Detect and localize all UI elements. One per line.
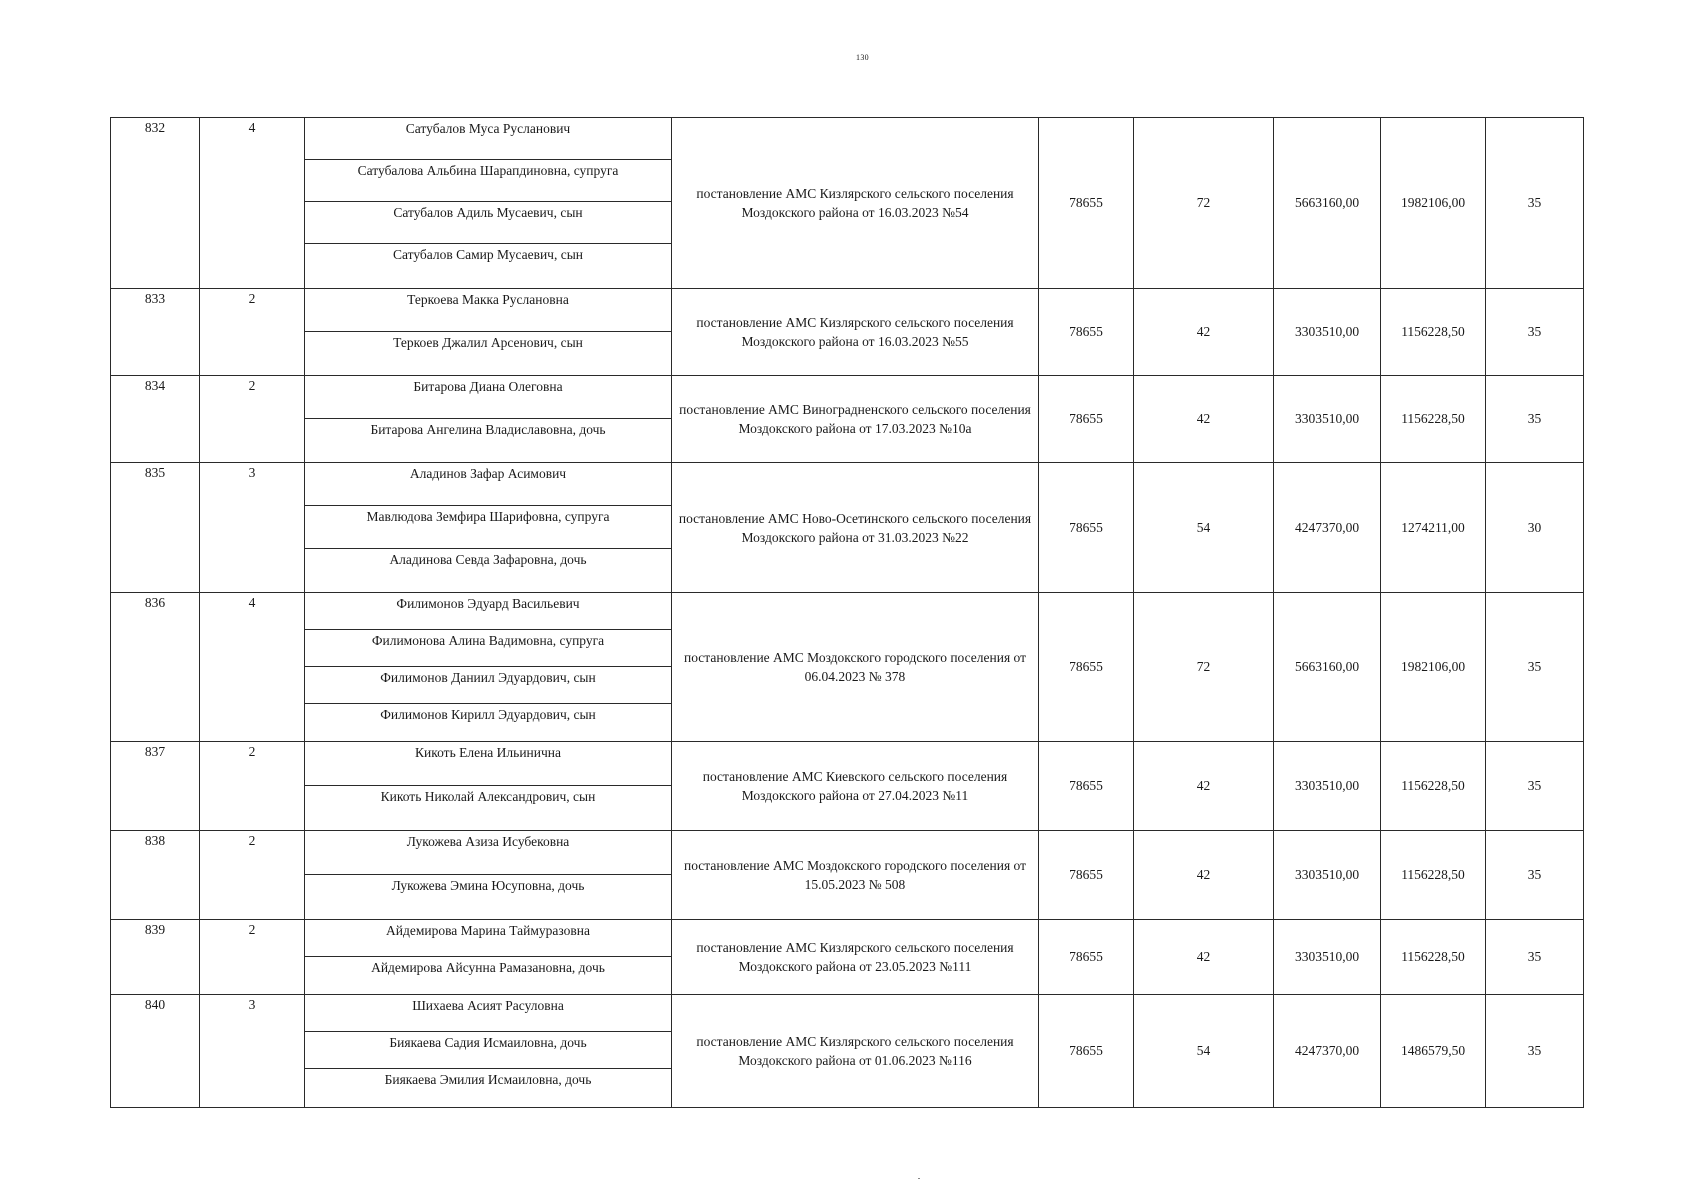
family-member: Битарова Ангелина Владиславовна, дочь xyxy=(370,422,606,437)
family-members-cell xyxy=(305,593,672,742)
row-number: 840 xyxy=(111,995,200,1108)
family-member: Сатубалов Самир Мусаевич, сын xyxy=(392,247,584,262)
family-members-cell xyxy=(305,831,672,920)
family-size: 4 xyxy=(200,118,305,289)
decree-text: постановление АМС Киевского сельского поселения Моздокского района от 27.04.2023 №11 xyxy=(702,769,1008,803)
decree-text: постановление АМС Виноградненского сельского поселения Моздокского района от 17.03.2023 №10а xyxy=(679,402,1031,436)
family-members-cell xyxy=(305,995,672,1108)
decree-text: постановление АМС Кизлярского сельского поселения Моздокского района от 23.05.2023 №111 xyxy=(696,940,1014,974)
payment-cell: 1156228,50 xyxy=(1381,831,1486,920)
family-member: Айдемирова Айсунна Рамазановна, дочь xyxy=(371,960,605,975)
total-cost-cell: 3303510,00 xyxy=(1274,742,1381,831)
family-member: Сатубалова Альбина Шарапдиновна, супруга xyxy=(305,160,671,202)
family-member: Лукожева Эмина Юсуповна, дочь xyxy=(391,878,585,893)
family-member: Филимонова Алина Вадимовна, супруга xyxy=(305,630,671,667)
family-member: Биякаева Эмилия Исмаиловна, дочь xyxy=(384,1072,592,1087)
family-member: Филимонов Даниил Эдуардович, сын xyxy=(305,667,671,704)
family-size: 4 xyxy=(200,593,305,742)
registry-table xyxy=(110,117,1584,1108)
row-number: 839 xyxy=(111,920,200,995)
payment-cell: 1156228,50 xyxy=(1381,742,1486,831)
cost-norm-cell: 78655 xyxy=(1039,376,1134,463)
family-member: Филимонов Кирилл Эдуардович, сын xyxy=(380,707,596,722)
row-number: 834 xyxy=(111,376,200,463)
family-member: Биякаева Садия Исмаиловна, дочь xyxy=(305,1032,671,1069)
family-member: Айдемирова Марина Таймуразовна xyxy=(305,920,671,957)
decree-cell xyxy=(672,289,1039,376)
area-cell: 42 xyxy=(1134,376,1274,463)
family-members-cell xyxy=(305,376,672,463)
table-row xyxy=(111,118,1584,289)
family-size: 3 xyxy=(200,463,305,593)
area-cell: 54 xyxy=(1134,463,1274,593)
family-members-cell xyxy=(305,742,672,831)
family-member: Сатубалов Адиль Мусаевич, сын xyxy=(305,202,671,244)
decree-text: постановление АМС Кизлярского сельского поселения Моздокского района от 01.06.2023 №116 xyxy=(696,1034,1014,1068)
payment-cell: 1156228,50 xyxy=(1381,289,1486,376)
cost-norm-cell: 78655 xyxy=(1039,995,1134,1108)
table-row xyxy=(111,593,1584,742)
total-cost-cell: 5663160,00 xyxy=(1274,593,1381,742)
payment-cell: 1982106,00 xyxy=(1381,118,1486,289)
page-number: 130 xyxy=(856,53,869,62)
family-member: Аладинова Севда Зафаровна, дочь xyxy=(389,552,587,567)
cost-norm-cell: 78655 xyxy=(1039,831,1134,920)
payment-cell: 1156228,50 xyxy=(1381,920,1486,995)
decree-cell xyxy=(672,463,1039,593)
decree-cell xyxy=(672,831,1039,920)
family-size: 2 xyxy=(200,831,305,920)
row-number: 832 xyxy=(111,118,200,289)
area-cell: 42 xyxy=(1134,920,1274,995)
row-number: 833 xyxy=(111,289,200,376)
total-cost-cell: 4247370,00 xyxy=(1274,995,1381,1108)
decree-text: постановление АМС Моздокского городского поселения от 15.05.2023 № 508 xyxy=(683,858,1027,892)
total-cost-cell: 3303510,00 xyxy=(1274,376,1381,463)
payment-cell: 1982106,00 xyxy=(1381,593,1486,742)
family-member: Битарова Диана Олеговна xyxy=(305,376,671,419)
table-row xyxy=(111,995,1584,1108)
percent-cell: 35 xyxy=(1486,831,1584,920)
area-cell: 72 xyxy=(1134,118,1274,289)
family-members-cell xyxy=(305,920,672,995)
total-cost-cell: 4247370,00 xyxy=(1274,463,1381,593)
table-row xyxy=(111,742,1584,831)
percent-cell: 35 xyxy=(1486,289,1584,376)
decree-cell xyxy=(672,376,1039,463)
family-member: Кикоть Елена Ильинична xyxy=(305,742,671,786)
family-size: 2 xyxy=(200,289,305,376)
family-member: Шихаева Асият Расуловна xyxy=(305,995,671,1032)
cost-norm-cell: 78655 xyxy=(1039,920,1134,995)
decree-text: постановление АМС Кизлярского сельского поселения Моздокского района от 16.03.2023 №55 xyxy=(696,315,1014,349)
family-members-cell xyxy=(305,463,672,593)
family-members-cell xyxy=(305,118,672,289)
total-cost-cell: 3303510,00 xyxy=(1274,920,1381,995)
family-size: 2 xyxy=(200,376,305,463)
table-row xyxy=(111,463,1584,593)
percent-cell: 35 xyxy=(1486,995,1584,1108)
percent-cell: 35 xyxy=(1486,920,1584,995)
family-members-cell xyxy=(305,289,672,376)
family-member: Аладинов Зафар Асимович xyxy=(305,463,671,506)
family-member: Лукожева Азиза Исубековна xyxy=(305,831,671,875)
family-member: Сатубалов Муса Русланович xyxy=(305,118,671,160)
family-member: Филимонов Эдуард Васильевич xyxy=(305,593,671,630)
cost-norm-cell: 78655 xyxy=(1039,118,1134,289)
decree-cell xyxy=(672,742,1039,831)
family-member: Мавлюдова Земфира Шарифовна, супруга xyxy=(305,506,671,549)
family-size: 2 xyxy=(200,742,305,831)
area-cell: 42 xyxy=(1134,742,1274,831)
cost-norm-cell: 78655 xyxy=(1039,593,1134,742)
family-member: Теркоев Джалил Арсенович, сын xyxy=(393,335,583,350)
decree-cell xyxy=(672,995,1039,1108)
registry-body xyxy=(111,118,1584,1108)
table-row xyxy=(111,289,1584,376)
row-number: 837 xyxy=(111,742,200,831)
family-member: Кикоть Николай Александрович, сын xyxy=(380,789,596,804)
decree-cell xyxy=(672,118,1039,289)
area-cell: 54 xyxy=(1134,995,1274,1108)
decree-text: постановление АМС Ново-Осетинского сельского поселения Моздокского района от 31.03.2023 №22 xyxy=(678,510,1032,545)
total-cost-cell: 3303510,00 xyxy=(1274,831,1381,920)
decree-text: постановление АМС Моздокского городского поселения от 06.04.2023 № 378 xyxy=(683,650,1027,684)
table-row xyxy=(111,920,1584,995)
percent-cell: 35 xyxy=(1486,118,1584,289)
family-size: 2 xyxy=(200,920,305,995)
row-number: 835 xyxy=(111,463,200,593)
payment-cell: 1274211,00 xyxy=(1381,463,1486,593)
percent-cell: 35 xyxy=(1486,593,1584,742)
row-number: 838 xyxy=(111,831,200,920)
area-cell: 72 xyxy=(1134,593,1274,742)
payment-cell: 1486579,50 xyxy=(1381,995,1486,1108)
total-cost-cell: 5663160,00 xyxy=(1274,118,1381,289)
family-size: 3 xyxy=(200,995,305,1108)
cost-norm-cell: 78655 xyxy=(1039,463,1134,593)
decree-cell xyxy=(672,593,1039,742)
cost-norm-cell: 78655 xyxy=(1039,289,1134,376)
payment-cell: 1156228,50 xyxy=(1381,376,1486,463)
cost-norm-cell: 78655 xyxy=(1039,742,1134,831)
area-cell: 42 xyxy=(1134,289,1274,376)
row-number: 836 xyxy=(111,593,200,742)
percent-cell: 35 xyxy=(1486,376,1584,463)
percent-cell: 35 xyxy=(1486,742,1584,831)
table-row xyxy=(111,831,1584,920)
percent-cell: 30 xyxy=(1486,463,1584,593)
area-cell: 42 xyxy=(1134,831,1274,920)
total-cost-cell: 3303510,00 xyxy=(1274,289,1381,376)
family-member: Теркоева Макка Руслановна xyxy=(305,289,671,332)
table-row xyxy=(111,376,1584,463)
decree-cell xyxy=(672,920,1039,995)
scan-speck xyxy=(918,1178,920,1179)
decree-text: постановление АМС Кизлярского сельского поселения Моздокского района от 16.03.2023 №54 xyxy=(696,186,1014,220)
